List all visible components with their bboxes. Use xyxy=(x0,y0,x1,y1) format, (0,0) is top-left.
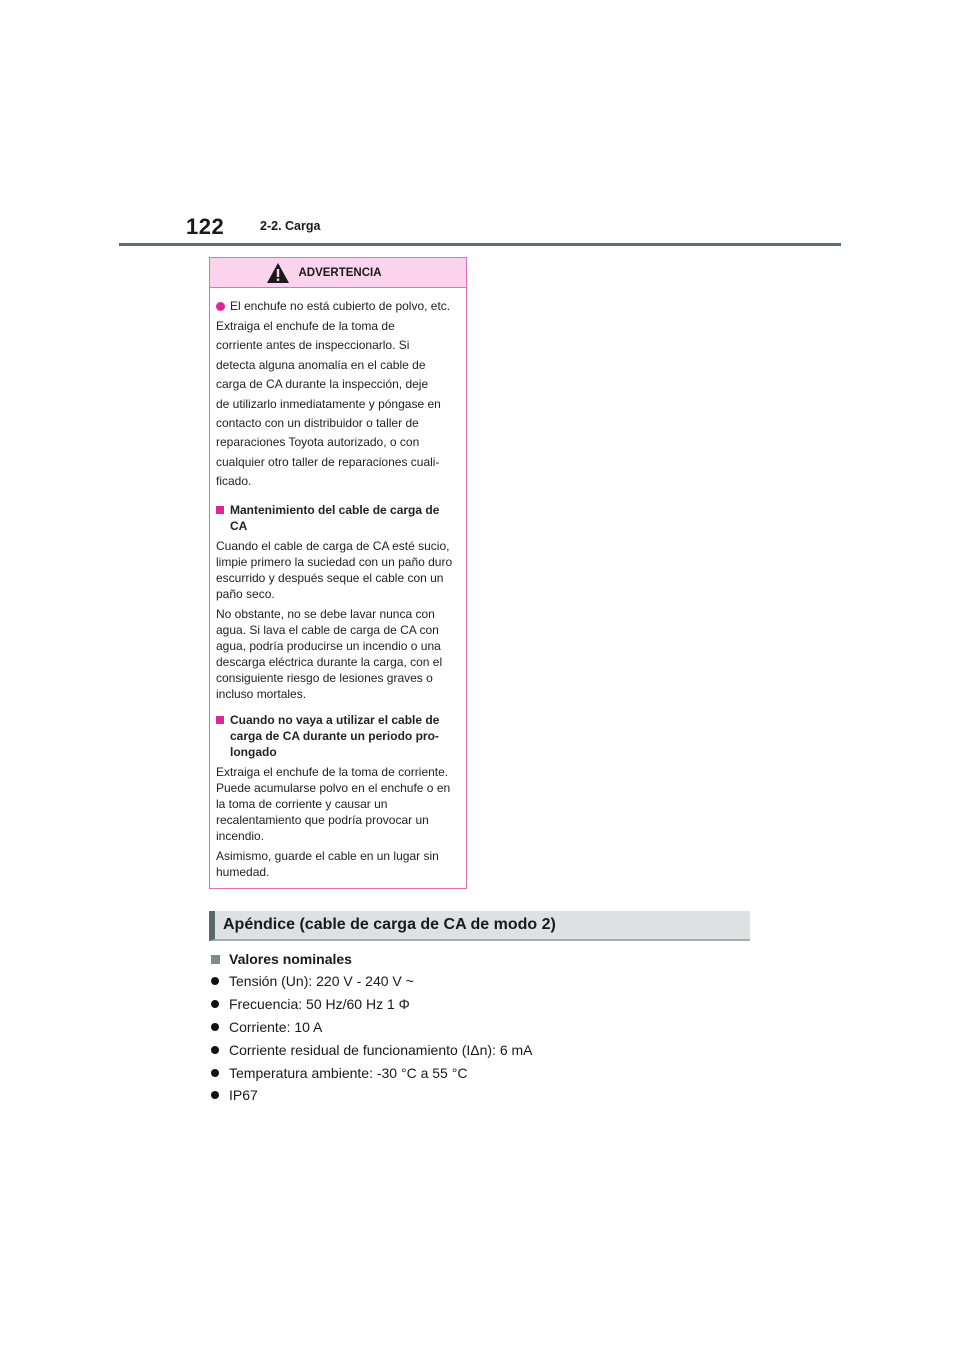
page-number: 122 xyxy=(186,214,225,239)
text-line: reparaciones Toyota autorizado, o con xyxy=(216,435,420,450)
specs-subtitle xyxy=(210,948,750,970)
spec-text: Tensión (Un): 220 V - 240 V ~ xyxy=(229,973,414,990)
text-line: carga de CA durante la inspección, deje xyxy=(216,377,429,392)
text-line: de utilizarlo inmediatamente y póngase en xyxy=(216,396,441,411)
text-line: Extraiga el enchufe de la toma de xyxy=(216,319,395,333)
paragraph: Extraiga el enchufe de la toma de corriente. Puede acumularse polvo en el enchufe o en la toma de corriente y causar un recalentamiento que podría provocar un incendio. xyxy=(216,764,451,843)
warning-title: ADVERTENCIA xyxy=(298,266,382,279)
spec-item xyxy=(210,1084,750,1107)
warning-item-dust xyxy=(216,298,460,314)
header-divider xyxy=(119,243,841,246)
text-line: cualquier otro taller de reparaciones cuali- xyxy=(216,454,440,469)
specs-subtitle-text: Valores nominales xyxy=(229,951,352,967)
bullet-square-icon xyxy=(216,506,224,514)
warning-item-title: El enchufe no está cubierto de polvo, etc. xyxy=(230,299,451,313)
spec-text: Temperatura ambiente: -30 °C a 55 °C xyxy=(229,1064,468,1081)
warning-item-title: Mantenimiento del cable de carga de CA xyxy=(230,502,440,533)
warning-body xyxy=(210,298,466,880)
bullet-dot-icon xyxy=(211,1091,219,1099)
text-line: contacto con un distribuidor o taller de xyxy=(216,416,419,431)
spec-text: Frecuencia: 50 Hz/60 Hz 1 Φ xyxy=(229,996,410,1013)
text-line: corriente antes de inspeccionarlo. Si xyxy=(216,338,410,353)
warning-item-title: Cuando no vaya a utilizar el cable de carga de CA durante un periodo pro-longado xyxy=(230,712,440,759)
spec-item xyxy=(210,1016,750,1039)
spec-text: Corriente: 10 A xyxy=(229,1018,323,1035)
spec-item xyxy=(210,1061,750,1084)
warning-header xyxy=(210,258,466,288)
text-line: ficado. xyxy=(216,474,252,489)
bullet-dot-icon xyxy=(211,1000,219,1008)
paragraph: No obstante, no se debe lavar nunca con agua. Si lava el cable de carga de CA con agua, podría producirse un incendio o una descarga eléctrica durante la carga, con el consiguiente riesgo de lesiones graves o incluso mortales. xyxy=(216,606,443,701)
spec-item xyxy=(210,970,750,993)
spec-text: Corriente residual de funcionamiento (IΔn): 6 mA xyxy=(229,1041,533,1058)
bullet-square-icon xyxy=(211,955,220,964)
specs-list xyxy=(210,948,750,1107)
warning-box xyxy=(209,257,467,889)
warning-item-text xyxy=(216,317,460,492)
text-line: detecta alguna anomalía en el cable de xyxy=(216,357,426,372)
bullet-dot-icon xyxy=(211,1069,219,1077)
spec-item xyxy=(210,1038,750,1061)
paragraph: Asimismo, guarde el cable en un lugar sin humedad. xyxy=(216,848,439,879)
appendix-heading: Apéndice (cable de carga de CA de modo 2) xyxy=(209,911,750,941)
bullet-dot-icon xyxy=(211,1046,219,1054)
warning-item-storage xyxy=(216,712,460,760)
spec-item xyxy=(210,993,750,1016)
bullet-dot-icon xyxy=(211,1023,219,1031)
bullet-dot-icon xyxy=(211,977,219,985)
warning-triangle-icon xyxy=(266,262,290,284)
bullet-circle-icon xyxy=(216,302,225,311)
warning-item-maintenance xyxy=(216,502,460,534)
paragraph: Cuando el cable de carga de CA esté sucio, limpie primero la suciedad con un paño duro escurrido y después seque el cable con un paño seco. xyxy=(216,538,453,601)
spec-text: IP67 xyxy=(229,1087,258,1104)
section-title: 2-2. Carga xyxy=(260,219,321,233)
bullet-square-icon xyxy=(216,716,224,724)
